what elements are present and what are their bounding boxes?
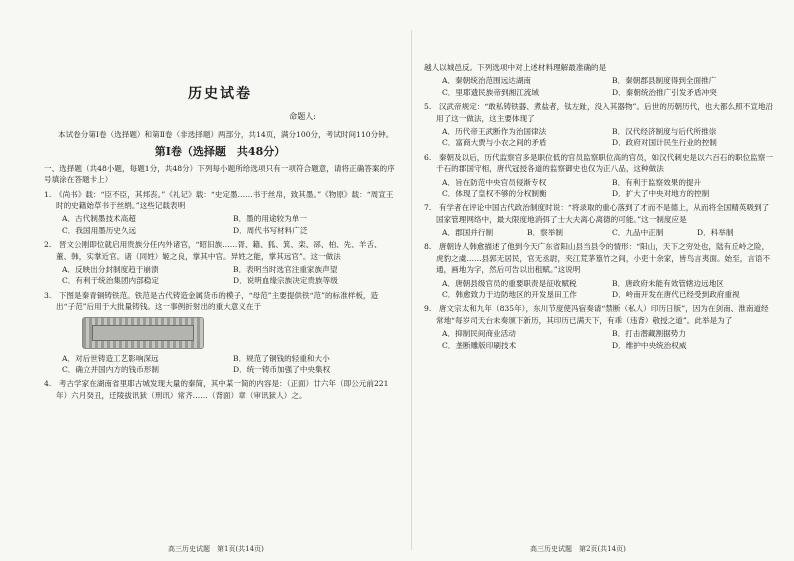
option-c: C．富商大贾与小农之间的矛盾 [442, 138, 547, 148]
question-4 [44, 378, 396, 401]
question-stem: 6. 秦朝及以后，历代监察官多是职位低的官员监察职位高的官员，如汉代刺史是以六百石的职位监察一千石的郡国守相，唐代冠授各道的监察御史也仅为正八品，这种做法 [424, 152, 773, 174]
question-8 [424, 241, 774, 300]
option-c: C．我国用墨历史久远 [62, 225, 137, 235]
question-7 [424, 202, 774, 238]
option-b: B．表明当时选官注重家族声望 [233, 265, 338, 275]
option-b: B．打击潜藏割据势力 [612, 329, 686, 339]
setter-line: 命题人: [289, 112, 316, 121]
option-d: D．维护中央统治权威 [612, 340, 687, 350]
question-options [424, 177, 774, 200]
right-page [424, 0, 774, 561]
option-b: B．秦朝郡县制度得到全面推广 [612, 76, 717, 86]
option-b: B．规范了铜钱的轻重和大小 [233, 353, 330, 363]
question-stem: 8. 唐朝诗人韩愈描述了他到今天广东省阳山县当县令的情形：“阳山，天下之穷处也，陆有丘岭之险，虎豹之虞……县郭无居民，官无丞尉，夹江荒茅篁竹之间，小吏十余家，皆鸟言夷面。始至，言语不通，画地为字，然后可告以出租赋。”这说明 [424, 242, 771, 275]
option-a: A．抑制民间商业活动 [442, 329, 516, 339]
mold-relief [92, 325, 194, 341]
exam-title: 历史试卷 [188, 86, 252, 102]
question-stem: 9. 唐文宗太和九年（835年），东川节度使冯宿奏请“禁断（私人）印历日版”，因为在剑南、淮南道经常地“每岁司天台未奏颁下新历，其印历已满天下，有乖（违背）敬授之道”。此举是为了 [424, 304, 769, 325]
option-c: C．九品中正制 [612, 228, 664, 238]
question-options [424, 126, 774, 149]
question-options [424, 328, 774, 351]
option-b: B．汉代经济制度与后代所推崇 [612, 126, 717, 136]
option-b: B．有利于监察效果的提升 [612, 177, 702, 187]
option-c: C．垄断雕版印刷技术 [442, 340, 517, 350]
option-c: C．确立并国内方的钱币形制 [62, 364, 159, 374]
question-stem: 7. 有学者在评论中国古代政治制度时说：“将录取的重心落到了才而不是德上，从而将全国精英吸到了国家管理网络中，最大限度地消弭了士大夫离心离德的可能。”这一制度应是 [424, 203, 770, 224]
option-b: B．察举制 [527, 228, 563, 238]
question-stem: 越人以城邑反。下列选项中对上述材料理解最准确的是 [424, 63, 607, 72]
question-5 [424, 101, 774, 149]
question-options [44, 213, 396, 236]
question-6 [424, 152, 774, 200]
question-1 [44, 189, 396, 237]
question-4-continued [424, 62, 774, 98]
option-a: A．反映出分封制度趋于崩溃 [62, 265, 159, 275]
exam-intro: 本试卷分第Ⅰ卷（选择题）和第Ⅱ卷（非选择题）两部分，共14页，满分100分，考试时间110分钟。 [58, 130, 394, 139]
option-d: D．岭南开发在唐代已经受到政府重视 [612, 290, 740, 300]
option-a: A．对后世铸造工艺影响深远 [62, 353, 159, 363]
option-a: A．唐朝县级官员的重要职责是征收赋税 [442, 278, 577, 288]
page-divider [411, 30, 412, 550]
question-stem: 3. 下图是秦青铜铸铁范。铁范是古代铸造金属货币的模子，“母范”主要提供铁“范”的标准样板，造出“子范”后用于大批量铸钱。这一事例折射出的重大意义在于 [44, 290, 379, 312]
option-a: A．秦朝统治范围远达湖南 [442, 76, 532, 86]
question-stem: 4. 考古学家在湖南省里耶古城发现大量的秦简，其中某一简的内容是：（正面）廿六年（即公元前221年）六月癸丑，迁陵拔讯狱（刑讯）常齐……（背面）章（审讯狱人）之。 [44, 379, 389, 400]
part-title: 第Ⅰ卷（选择题 共48分） [154, 145, 286, 159]
left-page [44, 0, 396, 561]
option-d: D．说明血缘宗族决定贵族等级 [233, 276, 338, 286]
option-a: A．郡国并行制 [442, 228, 494, 238]
option-d: D．政府对国计民生行业的控制 [612, 138, 717, 148]
option-a: A．古代制墨技术高超 [62, 214, 136, 224]
question-stem: 2. 晋文公刚即位就启用贵族分任内外诸官，“昭旧族……胥、籍、狐、箕、栾、郤、柏、先、羊舌、董、韩，实掌近官。诸（同姓）姬之良，掌其中官。异姓之能，掌其远官”。这一做法 [44, 240, 382, 261]
option-d: D．扩大了中央对地方的控制 [612, 188, 710, 198]
option-c: C．里耶遗民族帝到湘江流域 [442, 87, 539, 97]
bronze-mold-image [82, 317, 204, 349]
option-c: C．体现了皇权不够的分权制衡 [442, 188, 547, 198]
option-b: B．墨的用途较为单一 [233, 214, 307, 224]
question-2 [44, 239, 396, 287]
option-a: A．旨在防范中央官员侵渐专权 [442, 177, 547, 187]
page-footer-left: 高三历史试题 第1页(共14页) [168, 545, 264, 553]
page-footer-right: 高三历史试题 第2页(共14页) [530, 545, 626, 553]
option-c: C．韩愈致力于边防地区的开发垦田工作 [442, 290, 577, 300]
option-d: D．秦朝统治推广引发矛盾冲突 [612, 87, 717, 97]
option-a: A．历代帝王武断作为治国律法 [442, 126, 547, 136]
option-d: D．科举制 [697, 228, 734, 238]
question-stem: 5. 汉武帝规定：“敢私铸铁器、煮盐者，钛左趾，没入其器物”。后世的历朝历代，也大都么照不宣地沿用了这一做法，这主要体现了 [424, 102, 774, 123]
question-options [424, 278, 774, 301]
question-options [424, 227, 774, 238]
question-3 [44, 290, 396, 376]
option-c: C．有利于统治集团内部稳定 [62, 276, 159, 286]
option-d: D．周代书写材料广泛 [233, 225, 308, 235]
question-options [424, 75, 774, 98]
section-instructions: 一、选择题（共48小题，每题1分，共48分）下列每小题所给选项只有一项符合题意，请将正确答案的序号填涂在答题卡上） [44, 163, 395, 185]
question-9 [424, 303, 774, 351]
option-b: B．唐政府未能有效管辖边远地区 [612, 278, 724, 288]
option-d: D．统一铸币加强了中央集权 [233, 364, 331, 374]
question-stem: 1. 《尚书》载：“臣不臣，其邦丧。”《礼记》载：“史定墨……书于丝帛，致其墨。”《物原》载：“周宣王时的史籍始草书于丝绢。”这些记载表明 [44, 189, 394, 211]
question-options [44, 353, 396, 376]
question-options [44, 264, 396, 287]
